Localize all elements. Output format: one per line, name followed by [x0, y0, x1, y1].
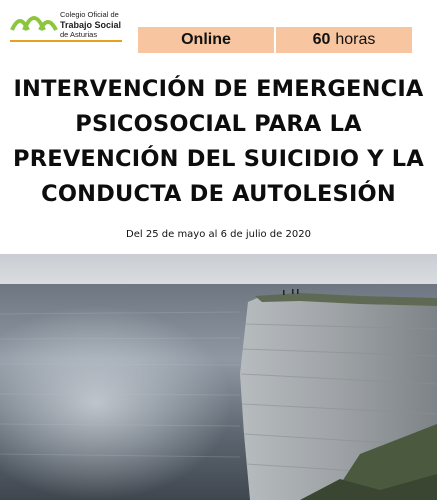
course-dates: Del 25 de mayo al 6 de julio de 2020	[126, 229, 311, 240]
logo-line-2: Trabajo Social	[60, 20, 122, 30]
logo-text	[60, 10, 121, 40]
cliff-landscape-image	[0, 254, 437, 500]
course-title	[0, 72, 437, 212]
hours-unit: horas	[335, 31, 376, 48]
title-line-3: PREVENCIÓN DEL SUICIDIO Y LA	[13, 146, 424, 172]
title-line-1: INTERVENCIÓN DE EMERGENCIA	[13, 76, 424, 102]
logo-line-1: Colegio Oficial de	[60, 10, 119, 19]
cliff-sea-photo	[0, 254, 437, 500]
logo-line-3: de Asturias	[60, 30, 98, 39]
modality-label: Online	[181, 31, 231, 48]
logo-underline	[10, 40, 122, 42]
hours-value: 60	[312, 31, 331, 48]
title-line-2: PSICOSOCIAL PARA LA	[75, 111, 362, 137]
modality-badge	[138, 27, 276, 53]
hours-badge	[276, 27, 412, 53]
organization-logo	[10, 4, 130, 54]
course-info-bar	[138, 27, 412, 53]
logo-arches-icon	[10, 4, 58, 40]
title-line-4: CONDUCTA DE AUTOLESIÓN	[41, 181, 396, 207]
